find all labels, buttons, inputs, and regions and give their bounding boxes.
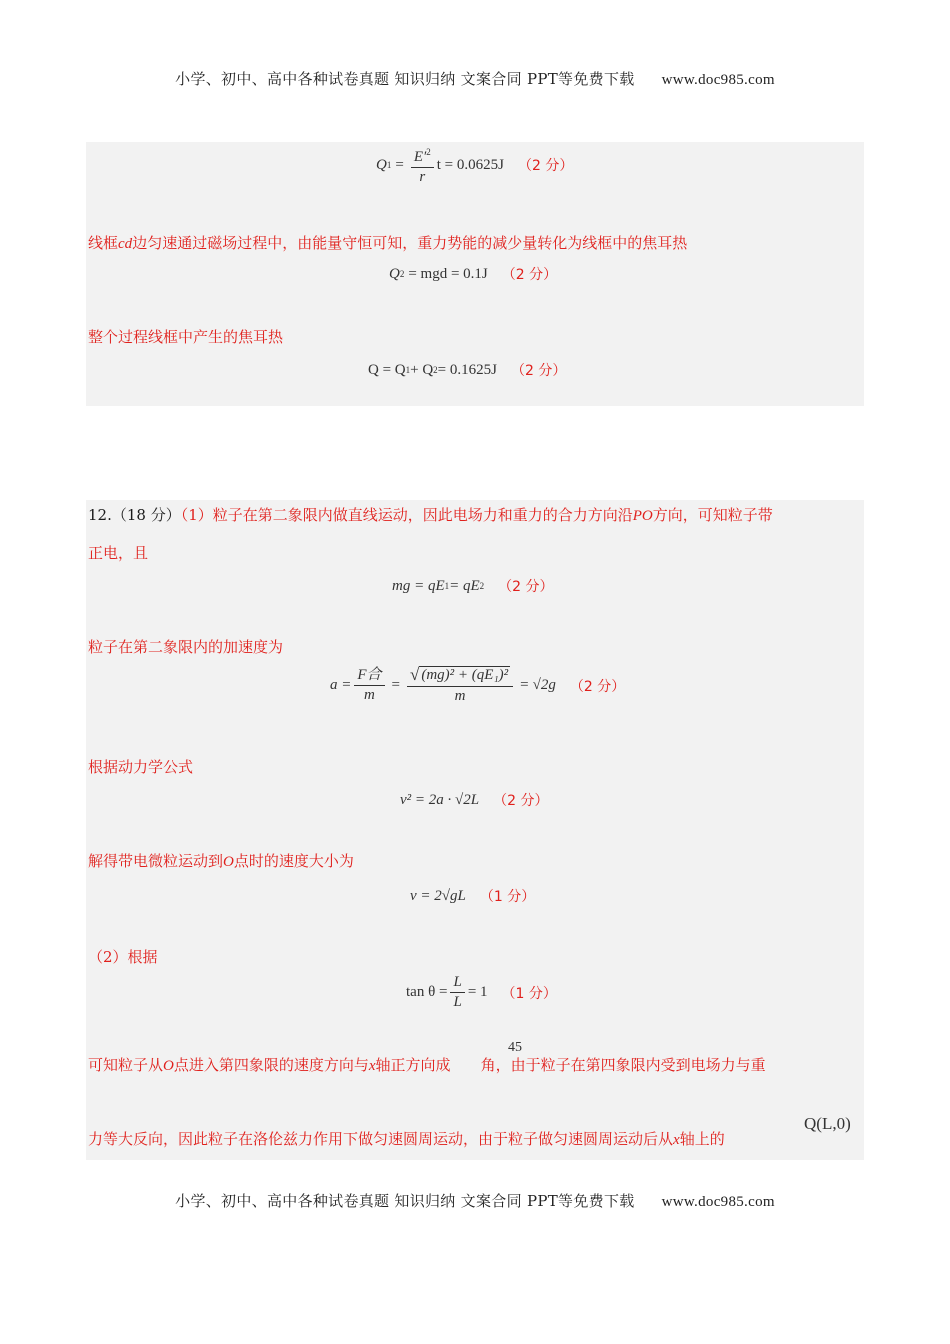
equation-force-balance: mg = qE 1 = qE 2 （2 分） bbox=[392, 577, 554, 595]
header-text: 小学、初中、高中各种试卷真题 知识归纳 文案合同 PPT等免费下载 bbox=[175, 70, 635, 88]
page-header bbox=[0, 68, 950, 89]
score: （2 分） bbox=[569, 678, 626, 695]
equation-kinematics: v² = 2a · √2L （2 分） bbox=[400, 791, 549, 809]
text-line: 线框cd边匀速通过磁场过程中，由能量守恒可知，重力势能的减少量转化为线框中的焦耳热 bbox=[88, 234, 688, 252]
footer-text: 小学、初中、高中各种试卷真题 知识归纳 文案合同 PPT等免费下载 bbox=[175, 1192, 635, 1210]
text-line: 力等大反向，因此粒子在洛伦兹力作用下做匀速圆周运动，由于粒子做匀速圆周运动后从x轴上的 bbox=[88, 1130, 725, 1148]
angle-45: 45 bbox=[508, 1040, 522, 1055]
text-line: 粒子在第二象限内的加速度为 bbox=[88, 638, 284, 656]
text-line: 12.（18 分）（1）粒子在第二象限内做直线运动，因此电场力和重力的合力方向沿PO方向，可知粒子带 bbox=[88, 506, 773, 524]
text-line: 正电，且 bbox=[88, 544, 149, 562]
equation-q-total: Q = Q 1 + Q 2 = 0.1625J （2 分） bbox=[368, 361, 567, 379]
equation-velocity: v = 2√gL （1 分） bbox=[410, 887, 536, 905]
solution-block-2 bbox=[86, 500, 864, 1160]
score: （1 分） bbox=[501, 985, 557, 1002]
text-line: 可知粒子从O点进入第四象限的速度方向与x轴正方向成 角，由于粒子在第四象限内受到电场力与重 bbox=[88, 1056, 766, 1074]
equation-q1: Q 1 = $\frac{E'^2}{r}$ t = 0.0625J （2 分） bbox=[376, 144, 573, 186]
text-line: 整个过程线框中产生的焦耳热 bbox=[88, 328, 284, 346]
page-footer bbox=[0, 1190, 950, 1211]
score: （2 分） bbox=[493, 793, 549, 809]
solution-block-1 bbox=[86, 142, 864, 406]
text-line: 解得带电微粒运动到O点时的速度大小为 bbox=[88, 852, 354, 870]
text-line: 根据动力学公式 bbox=[88, 758, 194, 776]
score: （2 分） bbox=[510, 363, 567, 379]
score: （1 分） bbox=[479, 889, 536, 905]
point-q: Q(L,0) bbox=[804, 1114, 851, 1133]
equation-acceleration: a = $\frac{\text{F合}}{m}$ = √ (mg)² + (qE₁)² m = √2g （2 分） bbox=[330, 665, 626, 704]
equation-tan-theta: tan θ = $\frac{L}{L}$ = 1 （1 分） bbox=[406, 974, 557, 1010]
equation-q2: Q 2 = mgd = 0.1J （2 分） bbox=[389, 265, 558, 283]
footer-url[interactable]: www.doc985.com bbox=[661, 1194, 775, 1210]
score: （2 分） bbox=[501, 267, 558, 283]
header-url[interactable]: www.doc985.com bbox=[661, 72, 775, 88]
score: （2 分） bbox=[498, 579, 554, 595]
score: （2 分） bbox=[517, 158, 574, 174]
text-line: （2）根据 bbox=[88, 948, 158, 966]
